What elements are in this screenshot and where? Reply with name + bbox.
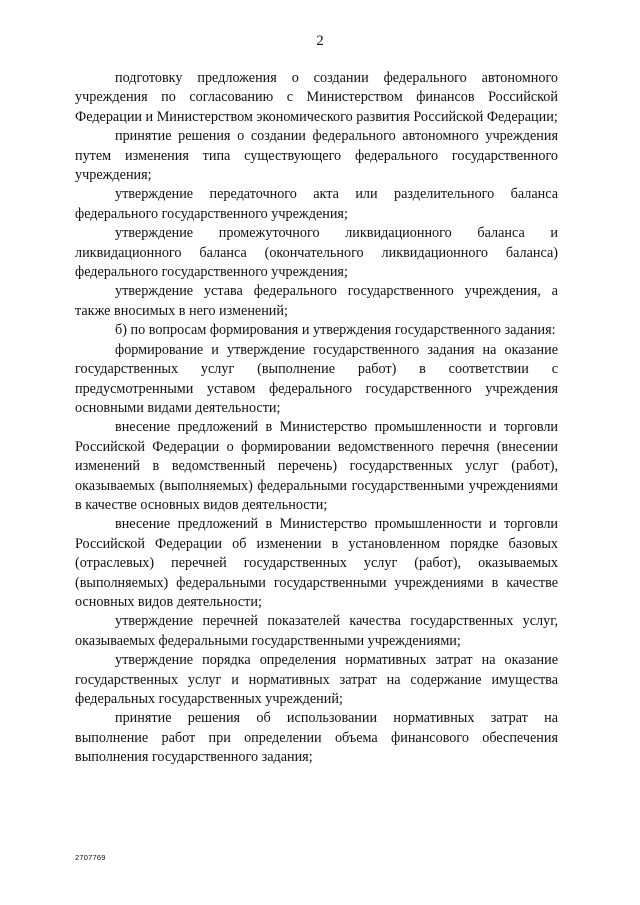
page-number: 2 (316, 33, 324, 49)
paragraph: внесение предложений в Министерство промышленности и торговли Российской Федерации о формировании ведомственного перечня (внесении изменений в ведомственный перечень) государственных услуг (работ), оказываемых (выполняемых) федеральными государственными учреждениями в качестве основных видов деятельности; (75, 419, 558, 513)
paragraph: принятие решения об использовании нормативных затрат на выполнение работ при определении объема финансового обеспечения выполнения государственного задания; (75, 710, 558, 766)
paragraph: принятие решения о создании федерального автономного учреждения путем изменения типа существующего федерального государственного учреждения; (75, 128, 558, 184)
paragraph: формирование и утверждение государственного задания на оказание государственных услуг (выполнение работ) в соответствии с предусмотренными уставом федерального государственного учреждения основными видами деятельности; (75, 341, 558, 416)
paragraph: подготовку предложения о создании федерального автономного учреждения по согласованию с Министерством финансов Российской Федерации и Министерством экономического развития Российской Федерации; (75, 70, 558, 125)
document-body (75, 69, 558, 768)
paragraph: внесение предложений в Министерство промышленности и торговли Российской Федерации об изменении в установленном порядке базовых (отраслевых) перечней государственных услуг (работ), оказываемых (выполняемых) федеральными государственными учреждениями в качестве основных видов деятельности; (75, 516, 558, 610)
paragraph: утверждение промежуточного ликвидационного баланса и ликвидационного баланса (окончательного ликвидационного баланса) федерального государственного учреждения; (75, 225, 558, 281)
paragraph: утверждение порядка определения нормативных затрат на оказание государственных услуг и нормативных затрат на содержание имущества федеральных государственных учреждений; (75, 652, 558, 707)
paragraph: б) по вопросам формирования и утверждения государственного задания: (115, 322, 556, 339)
paragraph: утверждение устава федерального государственного учреждения, а также вносимых в него изменений; (75, 283, 558, 319)
document-code: 2707769 (75, 853, 106, 862)
paragraph: утверждение перечней показателей качества государственных услуг, оказываемых федеральными государственными учреждениями; (75, 613, 558, 649)
paragraph: утверждение передаточного акта или разделительного баланса федерального государственного учреждения; (75, 186, 558, 222)
